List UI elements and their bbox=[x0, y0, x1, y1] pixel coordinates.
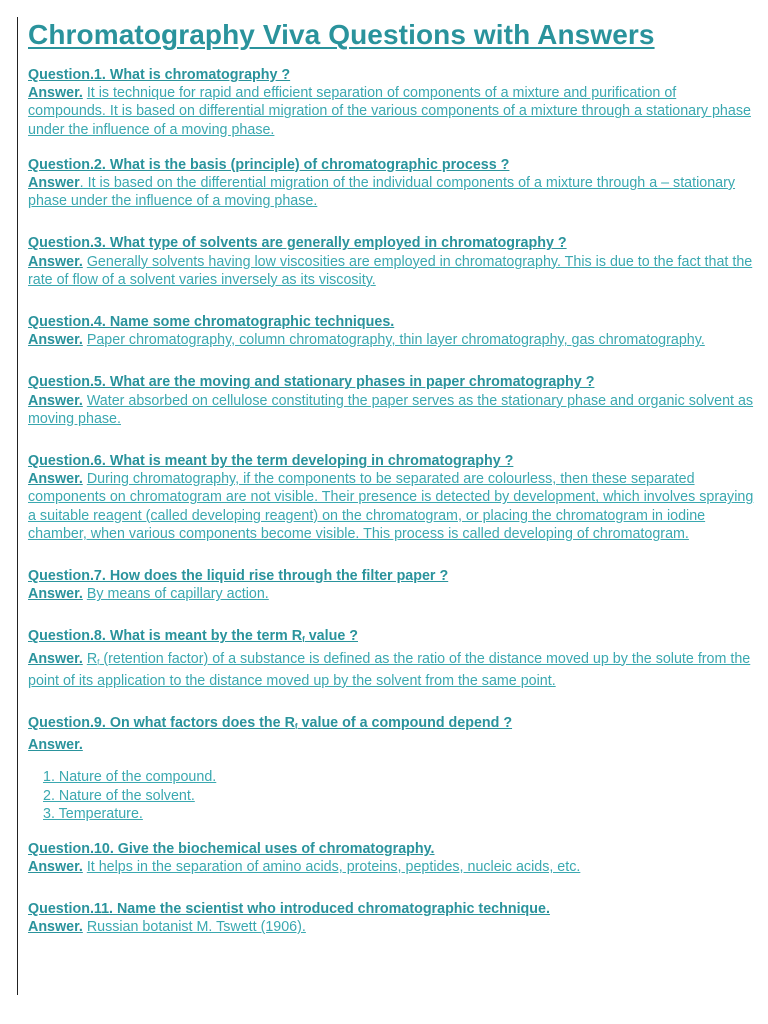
answer-label-1: Answer. bbox=[28, 85, 83, 102]
answer-label-7: Answer. bbox=[28, 586, 83, 603]
answer-3: Generally solvents having low viscosities are employed in chromatography. This is due to the fact that the rate of flow of a solvent varies inversely as its viscosity. bbox=[28, 253, 753, 288]
page-margin-rule bbox=[17, 17, 18, 995]
page-title: Chromatography Viva Questions with Answers bbox=[28, 19, 655, 50]
answer-label-9: Answer. bbox=[28, 737, 83, 754]
answer-5: Water absorbed on cellulose constituting the paper serves as the stationary phase and organic solvent as moving phase. bbox=[28, 392, 754, 427]
answer-label-4: Answer. bbox=[28, 332, 83, 349]
qa-item-11 bbox=[28, 900, 758, 936]
qa-item-3 bbox=[28, 234, 758, 289]
question-3: Question.3. What type of solvents are generally employed in chromatography ? bbox=[28, 235, 567, 252]
question-9: Question.9. On what factors does the $R_f$ value of a compound depend ? bbox=[28, 715, 513, 732]
answer-6: During chromatography, if the components to be separated are colourless, then these separated components on chromatogram are not visible. Their presence is detected by development, which involves spraying a suitable reagent (called developing reagent) on the chromatogram, or placing the chromatogram in iodine chamber, when various components become visible. This process is called developing of chromatogram. bbox=[28, 471, 754, 542]
answer-label-6: Answer. bbox=[28, 471, 83, 488]
factors-list bbox=[43, 768, 758, 823]
answer-2: . It is based on the differential migration of the individual components of a mixture through a – stationary phase under the influence of a moving phase. bbox=[28, 175, 736, 210]
answer-label-10: Answer. bbox=[28, 858, 83, 875]
qa-item-4 bbox=[28, 313, 758, 349]
question-5: Question.5. What are the moving and stationary phases in paper chromatography ? bbox=[28, 374, 595, 391]
question-8: Question.8. What is meant by the term $R_f$ value ? bbox=[28, 628, 358, 645]
question-4: Question.4. Name some chromatographic techniques. bbox=[28, 314, 395, 331]
qa-item-1 bbox=[28, 66, 758, 139]
answer-label-3: Answer. bbox=[28, 253, 83, 270]
question-1: Question.1. What is chromatography ? bbox=[28, 67, 291, 83]
qa-item-5 bbox=[28, 373, 758, 428]
answer-label-2: Answer bbox=[28, 175, 80, 192]
answer-1: It is technique for rapid and efficient separation of components of a mixture and purification of compounds. It is based on differential migration of the various components of a mixture through a stationary phase under the influence of a moving phase. bbox=[28, 85, 751, 138]
answer-label-11: Answer. bbox=[28, 919, 83, 936]
qa-item-2 bbox=[28, 156, 758, 211]
answer-7: By means of capillary action. bbox=[86, 586, 269, 603]
document-body bbox=[28, 18, 758, 937]
question-10: Question.10. Give the biochemical uses of chromatography. bbox=[28, 840, 435, 857]
qa-item-9 bbox=[28, 714, 758, 824]
list-item: 3. Temperature. bbox=[43, 806, 143, 823]
question-11: Question.11. Name the scientist who introduced chromatographic technique. bbox=[28, 901, 550, 918]
answer-11: Russian botanist M. Tswett (1906). bbox=[86, 919, 306, 936]
list-item: 2. Nature of the solvent. bbox=[43, 787, 195, 804]
question-2: Question.2. What is the basis (principle) of chromatographic process ? bbox=[28, 156, 510, 173]
qa-item-7 bbox=[28, 567, 758, 603]
question-7: Question.7. How does the liquid rise through the filter paper ? bbox=[28, 568, 449, 585]
qa-item-8 bbox=[28, 627, 758, 690]
answer-label-5: Answer. bbox=[28, 392, 83, 409]
answer-8: $R_f$ (retention factor) of a substance is defined as the ratio of the distance moved up by the solute from the point of its application to the distance moved up by the solvent from the same point. bbox=[28, 650, 751, 689]
answer-10: It helps in the separation of amino acids, proteins, peptides, nucleic acids, etc. bbox=[86, 858, 581, 875]
qa-item-10 bbox=[28, 840, 758, 876]
list-item: 1. Nature of the compound. bbox=[43, 769, 217, 786]
answer-4: Paper chromatography, column chromatography, thin layer chromatography, gas chromatography. bbox=[86, 332, 705, 349]
question-6: Question.6. What is meant by the term developing in chromatography ? bbox=[28, 453, 514, 470]
qa-item-6 bbox=[28, 452, 758, 543]
answer-label-8: Answer. bbox=[28, 650, 83, 667]
